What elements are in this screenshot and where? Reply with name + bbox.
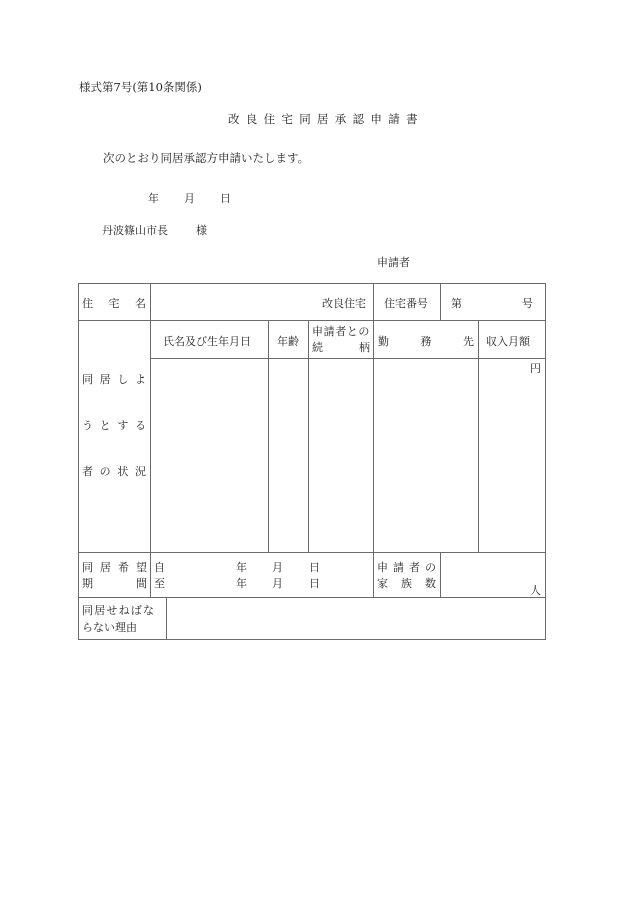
col-header-name-birthdate: 氏名及び生年月日 — [163, 335, 251, 348]
cohabitants-label-line3: 者 の 状 況 — [82, 465, 146, 478]
family-count-label-line1: 申 請 者 の — [377, 561, 436, 574]
date-day-label: 日 — [220, 192, 231, 205]
period-from-year: 年 — [236, 561, 247, 574]
col-header-workplace: 勤 務 先 — [378, 335, 474, 348]
period-from-month: 月 — [272, 561, 283, 574]
document-title: 改良住宅同居承認申請書 — [228, 112, 424, 126]
addressee: 丹波篠山市長 — [102, 224, 168, 237]
reason-label-line2: らない理由 — [82, 621, 137, 634]
income-field[interactable] — [479, 359, 545, 552]
period-to-year: 年 — [236, 577, 247, 590]
family-count-label-line2: 家 族 数 — [377, 577, 436, 590]
period-to-month: 月 — [272, 577, 283, 590]
period-date-fields[interactable] — [165, 555, 370, 595]
name-birthdate-field[interactable] — [151, 359, 268, 552]
reason-label-line1: 同居せねばな — [82, 604, 156, 617]
house-name-label: 住 宅 名 — [82, 297, 146, 310]
honorific: 様 — [196, 224, 207, 237]
applicant-label: 申請者 — [377, 256, 410, 269]
cohabitants-label-line1: 同 居 し よ — [82, 373, 146, 386]
age-field[interactable] — [269, 359, 308, 552]
col-header-age: 年齢 — [277, 335, 299, 348]
col-header-income: 収入月額 — [486, 335, 530, 348]
relation-field[interactable] — [309, 359, 373, 552]
col-header-relation-line1: 申請者との — [312, 325, 370, 338]
period-label-line1: 同 居 希 望 — [82, 561, 147, 574]
period-label-line2: 期 間 — [82, 577, 147, 590]
house-number-prefix: 第 — [451, 297, 462, 310]
income-unit: 円 — [530, 362, 541, 375]
intro-text: 次のとおり同居承認方申請いたします。 — [103, 151, 310, 165]
family-count-unit: 人 — [530, 584, 541, 597]
house-number-suffix: 号 — [522, 297, 533, 310]
form-number: 様式第7号(第10条関係) — [79, 80, 202, 94]
reason-field[interactable] — [167, 598, 545, 639]
house-number-label: 住宅番号 — [384, 297, 428, 310]
period-from-day: 日 — [309, 561, 320, 574]
period-to-day: 日 — [309, 577, 320, 590]
col-header-relation-line2: 続 柄 — [312, 341, 370, 354]
house-suffix: 改良住宅 — [322, 297, 366, 310]
period-to-label: 至 — [154, 577, 165, 590]
cohabitants-label-line2: う と す る — [82, 419, 146, 432]
date-year-label: 年 — [148, 192, 159, 205]
period-from-label: 自 — [154, 561, 165, 574]
date-month-label: 月 — [184, 192, 195, 205]
workplace-field[interactable] — [374, 359, 478, 552]
